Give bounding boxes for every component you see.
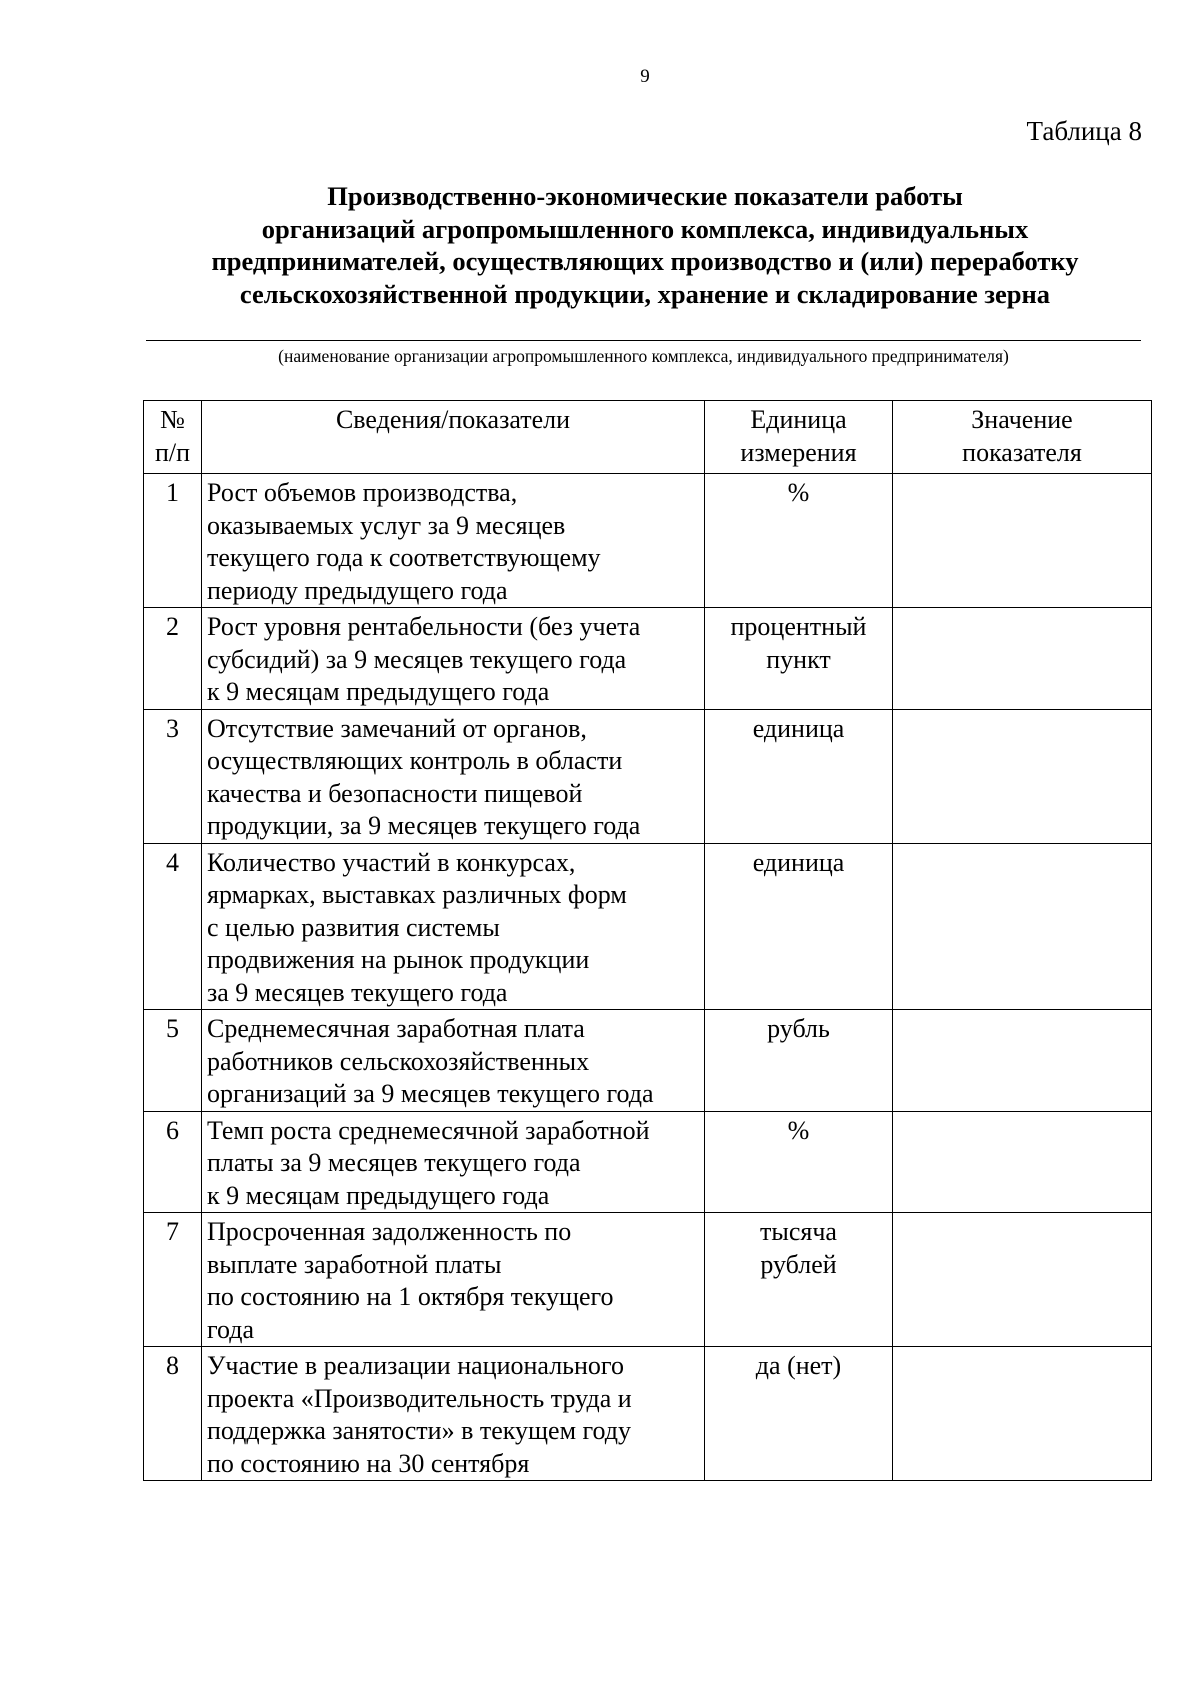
indicator-line: Участие в реализации национального (207, 1351, 624, 1380)
row-number: 3 (144, 709, 202, 843)
table-header-row (144, 401, 1152, 474)
indicator-line: периоду предыдущего года (207, 575, 508, 605)
unit-line: единица (752, 713, 845, 743)
row-number: 6 (144, 1111, 202, 1213)
row-number: 2 (144, 608, 202, 710)
header-number (144, 401, 202, 474)
row-unit (705, 1213, 893, 1347)
table-row (144, 843, 1152, 1010)
organization-name-field[interactable] (146, 340, 1141, 341)
indicator-line: выплате заработной платы (207, 1249, 502, 1279)
indicator-line: с целью развития системы (207, 912, 500, 942)
unit-line: единица (752, 847, 845, 877)
row-number: 4 (144, 843, 202, 1010)
indicator-line: Среднемесячная заработная плата (207, 1014, 585, 1043)
indicator-line: к 9 месяцам предыдущего года (207, 1180, 550, 1210)
indicator-line: поддержка занятости» в текущем году (207, 1416, 632, 1445)
indicator-line: Рост объемов производства, (207, 478, 518, 507)
indicator-line: работников сельскохозяйственных (207, 1046, 590, 1076)
row-value-cell[interactable] (893, 1111, 1152, 1213)
indicator-line: к 9 месяцам предыдущего года (207, 677, 550, 706)
indicator-line: Рост уровня рентабельности (без учета (207, 612, 641, 641)
table-row (144, 1010, 1152, 1112)
title-line: предпринимателей, осуществляющих производство и (или) переработку (211, 246, 1079, 276)
indicator-line: года (207, 1314, 255, 1344)
indicator-line: организаций за 9 месяцев текущего года (207, 1079, 654, 1108)
header-number-line: п/п (154, 437, 191, 467)
indicator-line: Темп роста среднемесячной заработной (207, 1115, 650, 1145)
row-unit (705, 1010, 893, 1112)
indicator-line: по состоянию на 1 октября текущего (207, 1282, 614, 1311)
header-unit-line: измерения (740, 437, 857, 467)
row-number: 5 (144, 1010, 202, 1112)
table-row (144, 1347, 1152, 1481)
header-indicator (202, 401, 705, 474)
row-value-cell[interactable] (893, 843, 1152, 1010)
title-line: Производственно-экономические показатели работы (327, 181, 963, 211)
header-value-line: Значение (971, 405, 1073, 434)
row-value-cell[interactable] (893, 1010, 1152, 1112)
indicator-line: за 9 месяцев текущего года (207, 977, 508, 1007)
row-number: 7 (144, 1213, 202, 1347)
indicator-line: текущего года к соответствующему (207, 543, 601, 572)
document-title (100, 180, 1190, 310)
header-number-line: № (160, 405, 185, 434)
row-unit (705, 1347, 893, 1481)
row-indicator (202, 1213, 705, 1347)
indicators-table (143, 400, 1152, 1481)
unit-line: тысяча (760, 1217, 837, 1246)
indicator-line: платы за 9 месяцев текущего года (207, 1148, 581, 1177)
row-unit (705, 474, 893, 608)
table-row (144, 709, 1152, 843)
row-value-cell[interactable] (893, 608, 1152, 710)
table-row (144, 608, 1152, 710)
header-value (893, 401, 1152, 474)
title-line: сельскохозяйственной продукции, хранение и складирование зерна (239, 278, 1051, 309)
unit-line: % (787, 478, 810, 507)
header-unit-line: Единица (750, 405, 847, 434)
row-value-cell[interactable] (893, 709, 1152, 843)
row-indicator (202, 474, 705, 608)
row-unit (705, 709, 893, 843)
indicator-line: Отсутствие замечаний от органов, (207, 713, 587, 743)
unit-line: рублей (760, 1249, 837, 1279)
header-indicator-line: Сведения/показатели (335, 405, 571, 434)
title-line: организаций агропромышленного комплекса, индивидуальных (261, 213, 1029, 244)
page-number: 9 (640, 66, 650, 87)
indicator-line: проекта «Производительность труда и (207, 1383, 632, 1413)
row-value-cell[interactable] (893, 474, 1152, 608)
indicator-line: субсидий) за 9 месяцев текущего года (207, 644, 627, 674)
table-label: Таблица 8 (1026, 116, 1142, 146)
indicator-line: качества и безопасности пищевой (207, 778, 583, 808)
unit-line: пункт (766, 644, 831, 674)
row-number: 1 (144, 474, 202, 608)
indicator-line: Просроченная задолженность по (207, 1217, 572, 1246)
unit-line: рубль (767, 1014, 830, 1043)
organization-name-caption: (наименование организации агропромышленного комплекса, индивидуального предпринимателя) (278, 346, 1009, 366)
indicator-line: ярмарках, выставках различных форм (207, 880, 627, 909)
unit-line: % (787, 1115, 810, 1145)
indicator-line: Количество участий в конкурсах, (207, 847, 576, 877)
row-indicator (202, 1111, 705, 1213)
row-indicator (202, 1347, 705, 1481)
unit-line: процентный (730, 612, 867, 641)
indicator-line: оказываемых услуг за 9 месяцев (207, 510, 566, 540)
row-indicator (202, 1010, 705, 1112)
indicator-line: по состоянию на 30 сентября (207, 1448, 530, 1478)
row-indicator (202, 843, 705, 1010)
table-row (144, 1213, 1152, 1347)
header-unit (705, 401, 893, 474)
table-row (144, 1111, 1152, 1213)
indicator-line: продвижения на рынок продукции (207, 945, 590, 974)
row-unit (705, 843, 893, 1010)
row-number: 8 (144, 1347, 202, 1481)
row-indicator (202, 709, 705, 843)
row-unit (705, 1111, 893, 1213)
row-unit (705, 608, 893, 710)
row-indicator (202, 608, 705, 710)
indicator-line: продукции, за 9 месяцев текущего года (207, 811, 641, 840)
table-row (144, 474, 1152, 608)
row-value-cell[interactable] (893, 1213, 1152, 1347)
indicator-line: осуществляющих контроль в области (207, 746, 623, 775)
unit-line: да (нет) (755, 1351, 842, 1380)
row-value-cell[interactable] (893, 1347, 1152, 1481)
header-value-line: показателя (962, 437, 1082, 467)
